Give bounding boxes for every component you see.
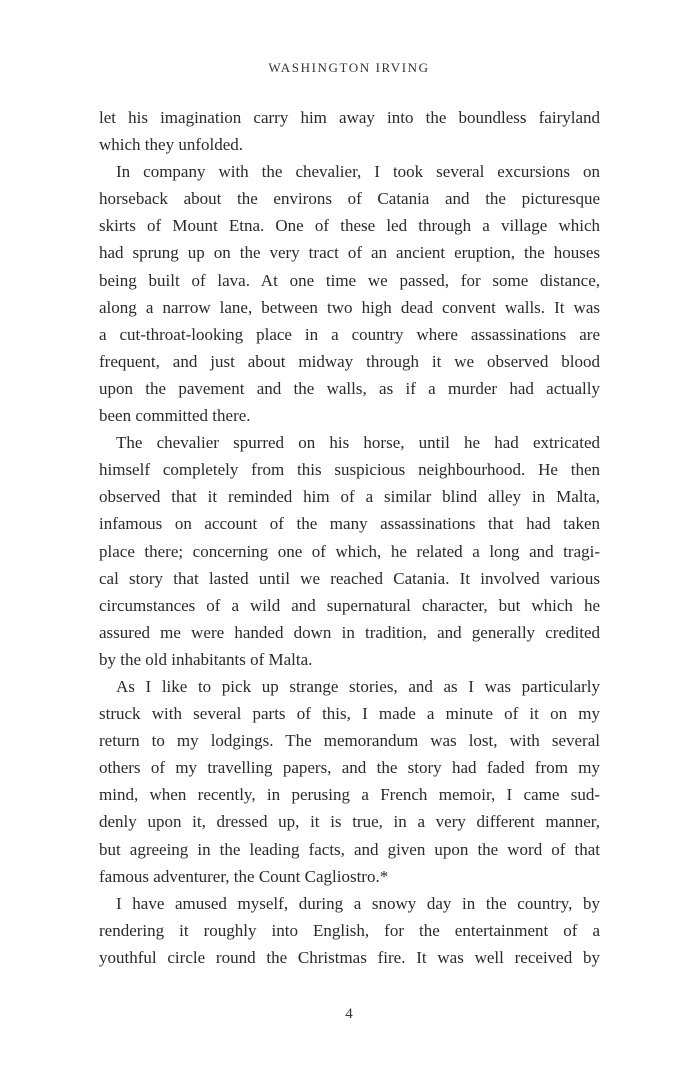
- text-line-content: which they unfolded.: [99, 135, 243, 155]
- text-line: [99, 267, 600, 294]
- text-line-content: been committed there.: [99, 406, 251, 426]
- text-line-content: youthful circle round the Christmas fire. It was well received by: [99, 947, 600, 967]
- text-line-content: denly upon it, dressed up, it is true, in a very different manner,: [99, 812, 600, 832]
- text-line: [99, 565, 600, 592]
- running-head: WASHINGTON IRVING: [268, 60, 430, 75]
- text-line: [99, 890, 600, 917]
- text-line-content: struck with several parts of this, I made a minute of it on my: [99, 704, 600, 724]
- text-line-content: by the old inhabitants of Malta.: [99, 649, 313, 669]
- text-line-content: place there; concerning one of which, he related a long and tragi-: [99, 541, 600, 561]
- text-line: [99, 212, 600, 239]
- text-line: [99, 700, 600, 727]
- text-line: [99, 131, 600, 158]
- text-line-content: mind, when recently, in perusing a French memoir, I came sud-: [99, 785, 600, 805]
- text-line: [99, 375, 600, 402]
- text-line-content: skirts of Mount Etna. One of these led through a village which: [99, 216, 600, 236]
- text-line: [99, 836, 600, 863]
- text-line-content: frequent, and just about midway through it we observed blood: [99, 351, 600, 371]
- text-line: [99, 456, 600, 483]
- text-line-content: assured me were handed down in tradition, and generally credited: [99, 622, 600, 642]
- text-line-content: infamous on account of the many assassinations that had taken: [99, 514, 600, 534]
- text-line: [99, 348, 600, 375]
- text-line: [99, 402, 600, 429]
- text-line: [99, 429, 600, 456]
- text-line: [99, 104, 600, 131]
- text-line-content: a cut-throat-looking place in a country where assassinations are: [99, 324, 600, 344]
- text-line-content: famous adventurer, the Count Cagliostro.*: [99, 866, 389, 886]
- text-line-content: circumstances of a wild and supernatural character, but which he: [99, 595, 600, 615]
- text-line: [99, 863, 600, 890]
- text-line-content: The chevalier spurred on his horse, until he had extricated: [116, 433, 600, 453]
- text-line: [99, 754, 600, 781]
- text-line: [99, 808, 600, 835]
- text-line: [99, 239, 600, 266]
- page-number: 4: [345, 1006, 353, 1022]
- text-line: [99, 538, 600, 565]
- text-line: [99, 727, 600, 754]
- text-line: [99, 592, 600, 619]
- text-line-content: had sprung up on the very tract of an ancient eruption, the houses: [99, 243, 600, 263]
- text-line: [99, 483, 600, 510]
- text-line: [99, 646, 600, 673]
- text-line-content: others of my travelling papers, and the story had faded from my: [99, 758, 600, 778]
- text-line: [99, 619, 600, 646]
- text-line: [99, 944, 600, 971]
- text-line-content: upon the pavement and the walls, as if a murder had actually: [99, 378, 600, 398]
- text-line: [99, 673, 600, 700]
- text-line: [99, 321, 600, 348]
- text-line-content: cal story that lasted until we reached Catania. It involved various: [99, 568, 600, 588]
- text-line-content: I have amused myself, during a snowy day in the country, by: [116, 893, 600, 913]
- text-line-content: return to my lodgings. The memorandum was lost, with several: [99, 731, 600, 751]
- text-line-content: but agreeing in the leading facts, and given upon the word of that: [99, 839, 600, 859]
- text-line: [99, 158, 600, 185]
- text-line-content: being built of lava. At one time we passed, for some distance,: [99, 270, 600, 290]
- body-text: [99, 104, 600, 971]
- text-line-content: rendering it roughly into English, for the entertainment of a: [99, 920, 600, 940]
- text-line: [99, 781, 600, 808]
- text-line: [99, 510, 600, 537]
- text-line-content: observed that it reminded him of a similar blind alley in Malta,: [99, 487, 600, 507]
- text-line-content: let his imagination carry him away into the boundless fairyland: [99, 108, 600, 127]
- text-line: [99, 294, 600, 321]
- text-line-content: himself completely from this suspicious neighbourhood. He then: [99, 460, 600, 480]
- text-line-content: horseback about the environs of Catania and the picturesque: [99, 189, 600, 209]
- text-line-content: As I like to pick up strange stories, and as I was particularly: [116, 676, 600, 696]
- text-line-content: along a narrow lane, between two high dead convent walls. It was: [99, 297, 600, 317]
- text-line-content: In company with the chevalier, I took several excursions on: [116, 162, 600, 182]
- text-line: [99, 185, 600, 212]
- text-line: [99, 917, 600, 944]
